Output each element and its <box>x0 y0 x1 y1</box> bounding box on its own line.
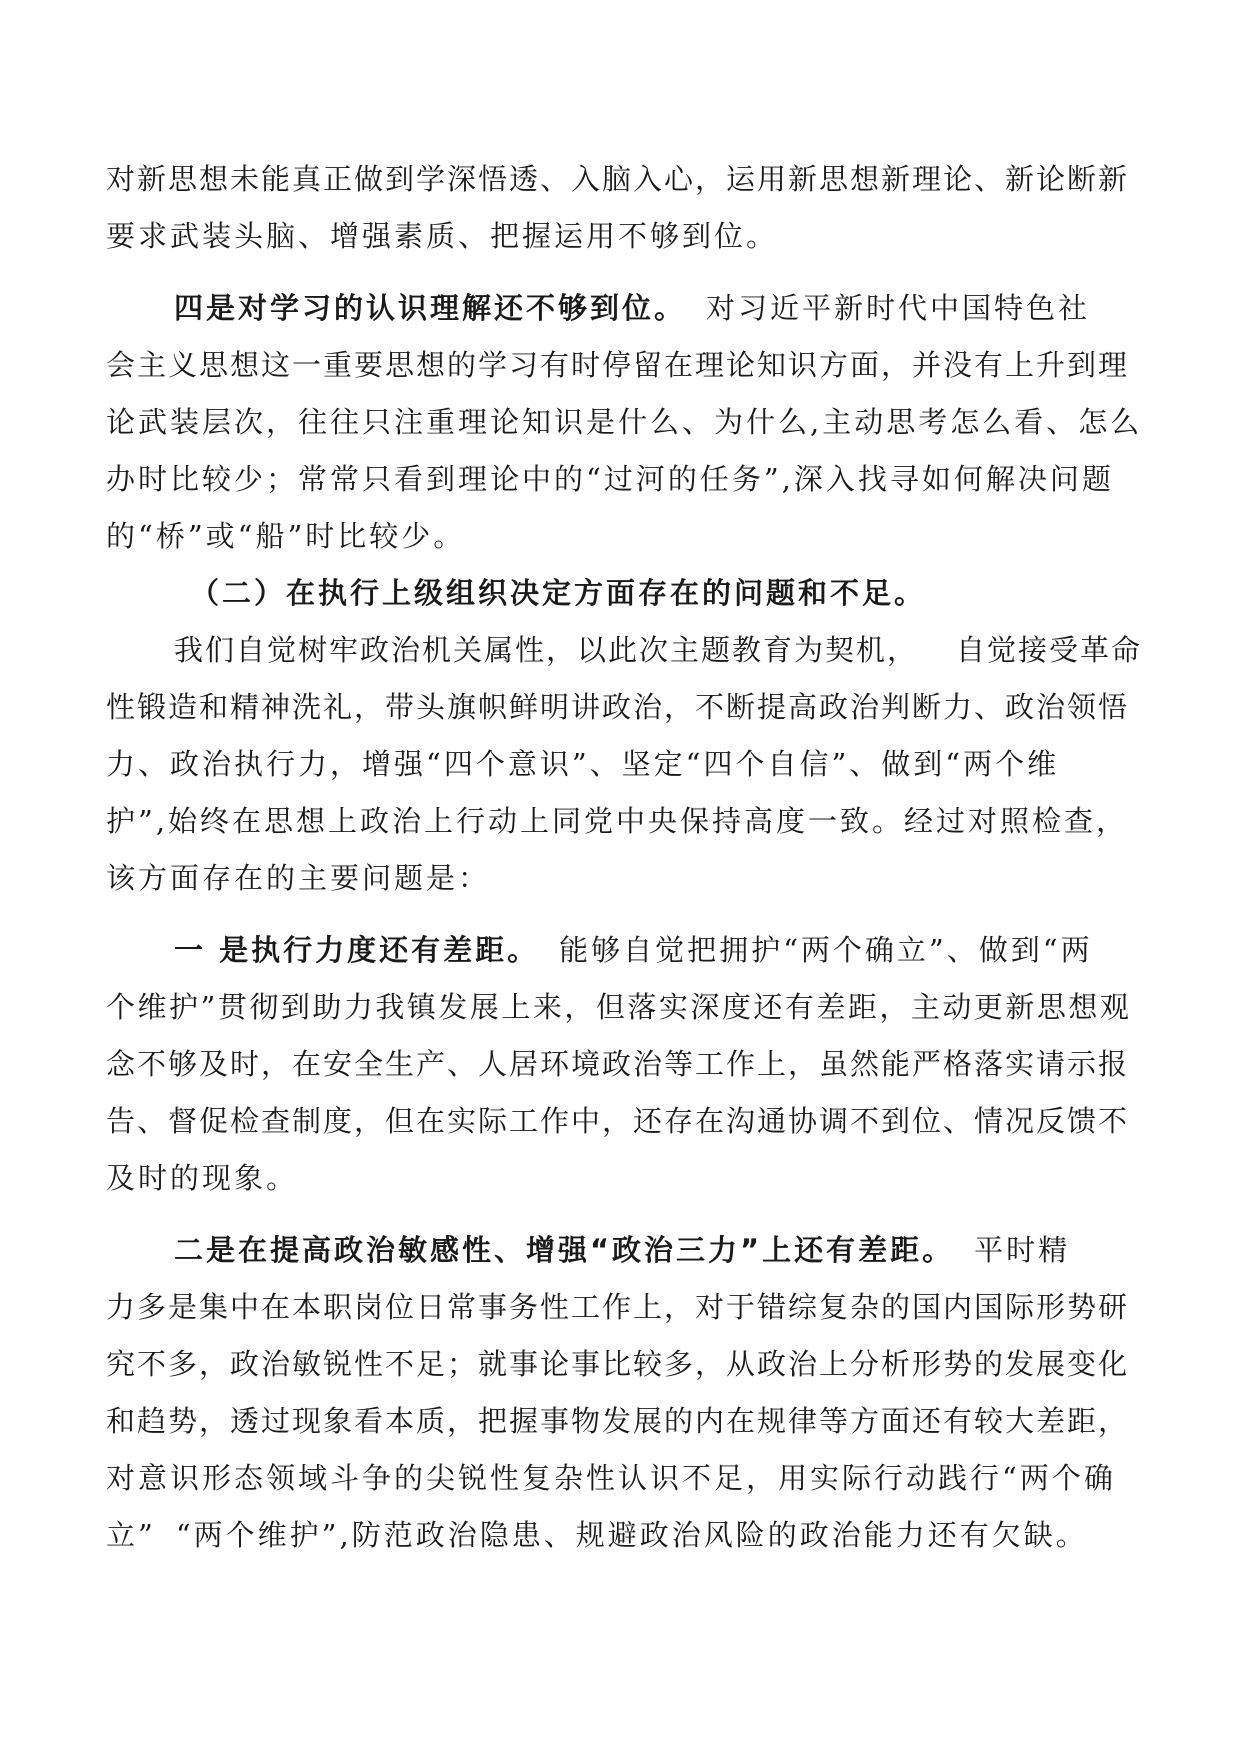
text-line: 的“桥”或“船”时比较少。 <box>106 519 466 553</box>
paragraph-line <box>106 626 1142 674</box>
text-line: 该方面存在的主要问题是： <box>106 861 491 895</box>
text-line: 念不够及时，在安全生产、人居环境政治等工作上，虽然能严格落实请示报 <box>106 1047 1130 1081</box>
text-line: 会主义思想这一重要思想的学习有时停留在理论知识方面，并没有上升到理 <box>106 348 1130 382</box>
text-line: 论武装层次，往往只注重理论知识是什么、为什么,主动思考怎么看、怎么 <box>106 405 1143 439</box>
text-run: 对习近平新时代中国特色社 <box>706 291 1091 325</box>
section-heading-text: （二）在执行上级组织决定方面存在的问题和不足。 <box>190 576 927 610</box>
text-line: 个维护”贯彻到助力我镇发展上来，但落实深度还有差距，主动更新思想观 <box>106 990 1132 1024</box>
text-line: 究不多，政治敏锐性不足；就事论事比较多，从政治上分析形势的发展变化 <box>106 1347 1130 1381</box>
text-line: 力多是集中在本职岗位日常事务性工作上，对于错综复杂的国内国际形势研 <box>106 1290 1130 1324</box>
text-line: 要求武装头脑、增强素质、把握运用不够到位。 <box>106 219 779 253</box>
text-line: 和趋势，透过现象看本质，把握事物发展的内在规律等方面还有较大差距， <box>106 1404 1130 1438</box>
text-run: “两个维护”,防范政治隐患、规避政治风险的政治能力还有欠缺。 <box>175 1518 1088 1552</box>
text-line: 对新思想未能真正做到学深悟透、入脑入心，运用新思想新理论、新论断新 <box>106 162 1130 196</box>
text-run: 能够自觉把拥护“两个确立”、做到“两 <box>559 933 1093 967</box>
point-heading: 二是在提高政治敏感性、增强“政治三力”上还有差距。 <box>174 1233 955 1267</box>
text-line: 护”,始终在思想上政治上行动上同党中央保持高度一致。经过对照检查， <box>106 804 1129 838</box>
paragraph-line <box>106 926 1142 974</box>
text-run: 立” <box>106 1518 156 1552</box>
text-line: 力、政治执行力，增强“四个意识”、坚定“四个自信”、做到“两个维 <box>106 747 1060 781</box>
text-run: 平时精 <box>974 1233 1071 1267</box>
text-line: 性锻造和精神洗礼，带头旗帜鲜明讲政治，不断提高政治判断力、政治领悟 <box>106 690 1130 724</box>
text-run: 自觉接受革命 <box>956 633 1143 667</box>
text-run: 我们自觉树牢政治机关属性，以此次主题教育为契机， <box>174 633 919 667</box>
text-line: 及时的现象。 <box>106 1161 299 1195</box>
paragraph-line <box>106 284 1142 332</box>
text-line: 告、督促检查制度，但在实际工作中，还存在沟通协调不到位、情况反馈不 <box>106 1104 1130 1138</box>
section-heading <box>106 569 1142 617</box>
point-heading: 一 是执行力度还有差距。 <box>174 933 540 967</box>
point-heading: 四是对学习的认识理解还不够到位。 <box>174 291 687 325</box>
text-line: 对意识形态领域斗争的尖锐性复杂性认识不足，用实际行动践行“两个确 <box>106 1461 1116 1495</box>
document-body <box>106 155 1142 1568</box>
paragraph-line <box>106 1226 1142 1274</box>
text-line: 办时比较少；常常只看到理论中的“过河的任务”,深入找寻如何解决问题 <box>106 462 1114 496</box>
paragraph-line <box>106 1511 1142 1559</box>
